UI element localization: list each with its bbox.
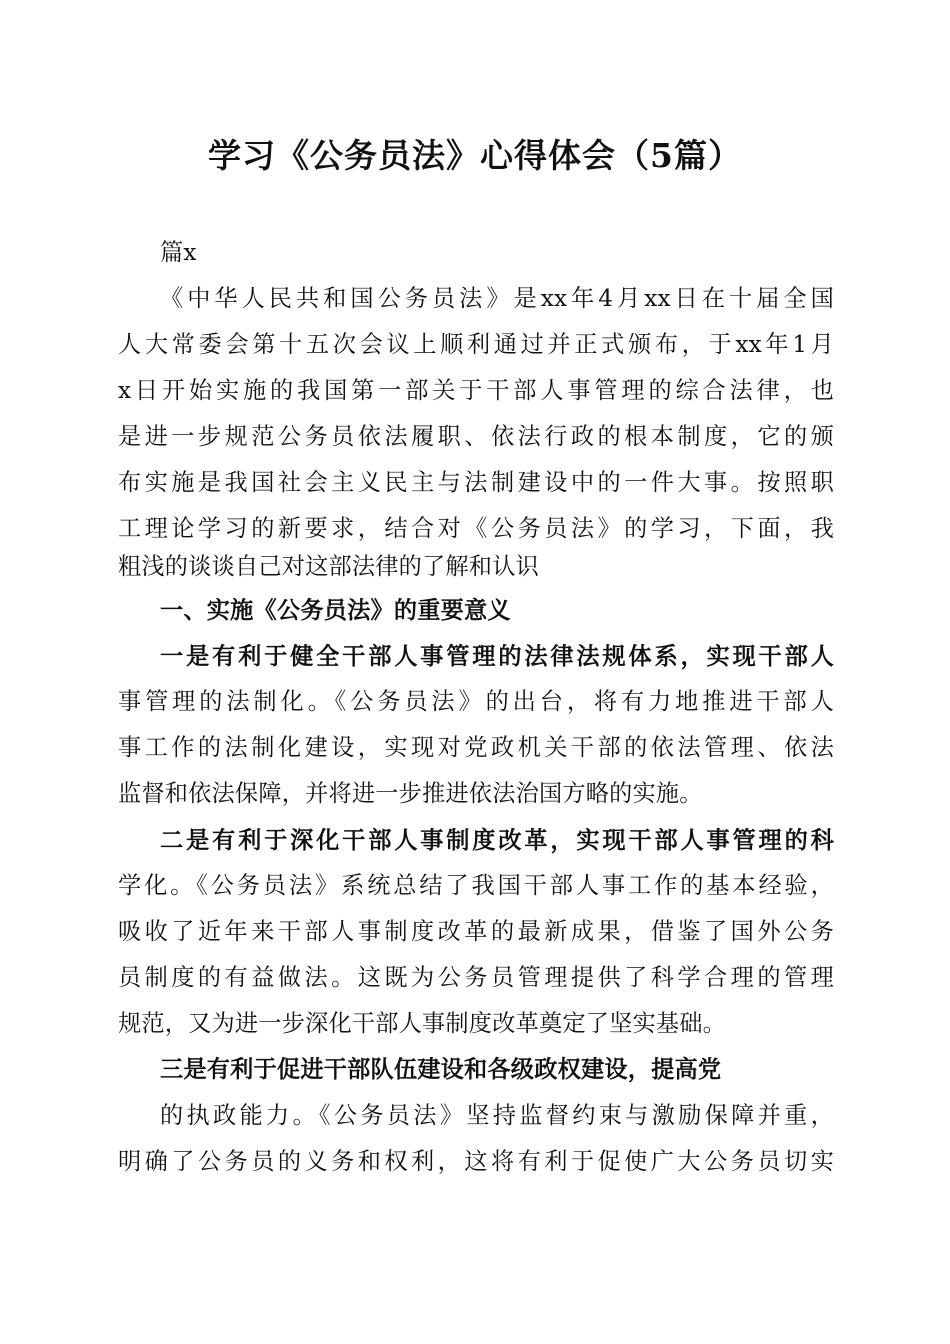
section-heading: 一、实施《公务员法》的重要意义 <box>160 597 511 624</box>
paragraph-line: 事管理的法制化。《公务员法》的出台，将有力地推进干部人 <box>118 688 834 715</box>
paragraph-line: 二是有利于深化干部人事制度改革，实现干部人事管理的科 <box>160 827 834 854</box>
paragraph-line: x日开始实施的我国第一部关于干部人事管理的综合法律，也 <box>118 377 834 404</box>
document-title: 学习《公务员法》心得体会（5篇） <box>208 136 742 175</box>
paragraph-line: 布实施是我国社会主义民主与法制建设中的一件大事。按照职 <box>118 469 834 496</box>
paragraph-line: 《中华人民共和国公务员法》是xx年4月xx日在十届全国 <box>160 285 834 312</box>
paragraph-line: 员制度的有益做法。这既为公务员管理提供了科学合理的管理 <box>118 964 834 991</box>
paragraph-line: 学化。《公务员法》系统总结了我国干部人事工作的基本经验， <box>118 872 834 899</box>
paragraph-line: 是进一步规范公务员依法履职、依法行政的根本制度，它的颁 <box>118 423 834 450</box>
paragraph-line: 吸收了近年来干部人事制度改革的最新成果，借鉴了国外公务 <box>118 918 834 945</box>
paragraph-line: 粗浅的谈谈自己对这部法律的了解和认识 <box>118 553 539 580</box>
paragraph-line: 人大常委会第十五次会议上顺利通过并正式颁布，于xx年1月 <box>118 331 834 358</box>
paragraph-line: 事工作的法制化建设，实现对党政机关干部的依法管理、依法 <box>118 734 834 761</box>
paragraph-line: 一是有利于健全干部人事管理的法律法规体系，实现干部人 <box>160 643 834 670</box>
paragraph-line: 工理论学习的新要求，结合对《公务员法》的学习，下面，我 <box>118 515 834 542</box>
paragraph-line: 监督和依法保障，并将进一步推进依法治国方略的实施。 <box>118 780 703 807</box>
paragraph-line: 三是有利于促进干部队伍建设和各级政权建设，提高党 <box>160 1056 722 1083</box>
paragraph-line: 明确了公务员的义务和权利，这将有利于促使广大公务员切实 <box>118 1148 834 1175</box>
section-label: 篇x <box>160 239 197 266</box>
paragraph-line: 规范，又为进一步深化干部人事制度改革奠定了坚实基础。 <box>118 1010 727 1037</box>
paragraph-line: 的执政能力。《公务员法》坚持监督约束与激励保障并重， <box>160 1102 834 1129</box>
